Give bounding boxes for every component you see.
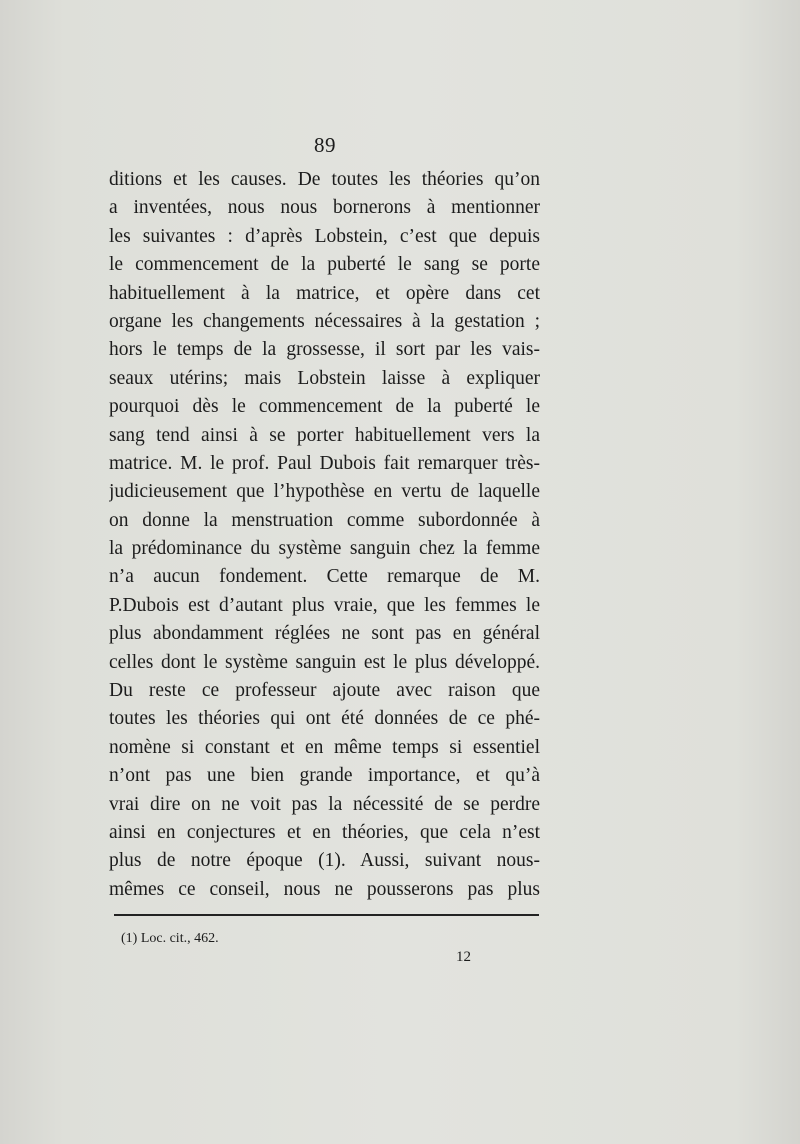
text-line: vrai dire on ne voit pas la nécessité de se perdre [109, 793, 540, 815]
text-line: judicieusement que l’hypothèse en vertu de laquelle [109, 481, 540, 503]
text-line: les suivantes : d’après Lobstein, c’est que depuis [109, 225, 540, 247]
text-line: celles dont le système sanguin est le plus développé. [109, 651, 540, 673]
text-line: organe les changements nécessaires à la gestation ; [109, 310, 540, 332]
text-line: sang tend ainsi à se porter habituellement vers la [109, 424, 540, 446]
footnote: (1) Loc. cit., 462. [121, 931, 219, 946]
text-line: la prédominance du système sanguin chez la femme [109, 538, 540, 560]
text-line: ditions et les causes. De toutes les théories qu’on [109, 169, 540, 190]
text-line: matrice. M. le prof. Paul Dubois fait remarquer très- [109, 452, 540, 474]
text-line: seaux utérins; mais Lobstein laisse à expliquer [109, 367, 540, 389]
text-line: plus abondamment réglées ne sont pas en général [109, 623, 540, 645]
text-line: nomène si constant et en même temps si essentiel [109, 736, 540, 758]
text-line: mêmes ce conseil, nous ne pousserons pas plus [109, 878, 540, 900]
text-line: ainsi en conjectures et en théories, que cela n’est [109, 821, 540, 843]
text-line: a inventées, nous nous bornerons à mentionner [109, 197, 540, 219]
text-line: hors le temps de la grossesse, il sort par les vais- [109, 339, 540, 361]
text-line: Du reste ce professeur ajoute avec raison que [109, 680, 540, 702]
text-line: plus de notre époque (1). Aussi, suivant nous- [109, 850, 540, 872]
footnote-divider [114, 914, 539, 916]
page-number: 89 [314, 133, 336, 157]
text-line: P.Dubois est d’autant plus vraie, que les femmes le [109, 594, 540, 616]
text-line: habituellement à la matrice, et opère dans cet [109, 282, 540, 304]
text-line: le commencement de la puberté le sang se porte [109, 254, 540, 276]
text-line: toutes les théories qui ont été données de ce phé- [109, 708, 540, 730]
text-line: on donne la menstruation comme subordonnée à [109, 509, 540, 531]
text-line: pourquoi dès le commencement de la puberté le [109, 396, 540, 418]
text-line: n’a aucun fondement. Cette remarque de M. [109, 566, 540, 588]
text-line: n’ont pas une bien grande importance, et qu’à [109, 765, 540, 787]
signature-mark: 12 [456, 949, 471, 965]
body-text [109, 166, 540, 904]
